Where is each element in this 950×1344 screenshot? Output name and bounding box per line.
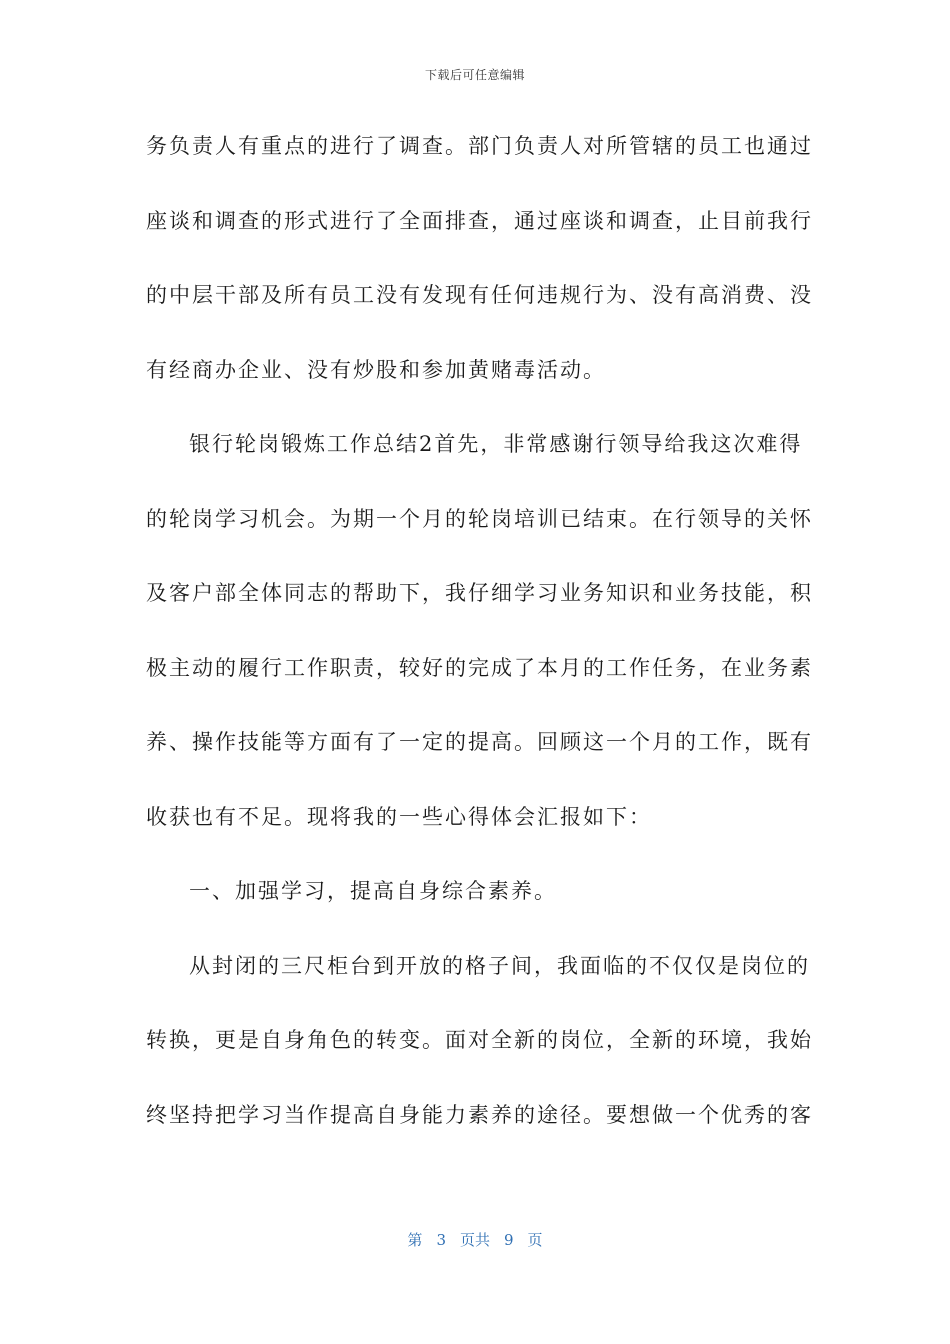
text-line: 务负责人有重点的进行了调查。部门负责人对所管辖的员工也通过: [146, 134, 813, 158]
text-line: 银行轮岗锻炼工作总结2首先，非常感谢行领导给我这次难得: [189, 432, 803, 456]
text-line: 从封闭的三尺柜台到开放的格子间，我面临的不仅仅是岗位的: [189, 953, 810, 978]
page-suffix: 页: [527, 1231, 543, 1249]
page-prefix: 第: [407, 1231, 423, 1249]
text-line: 座谈和调查的形式进行了全面排查，通过座谈和调查，止目前我行: [146, 208, 813, 233]
text-line: 及客户部全体同志的帮助下，我仔细学习业务知识和业务技能，积: [146, 581, 813, 605]
text-line: 收获也有不足。现将我的一些心得体会汇报如下：: [146, 804, 652, 829]
text-line: 极主动的履行工作职责，较好的完成了本月的工作任务，在业务素: [146, 655, 813, 680]
text-line: 终坚持把学习当作提高自身能力素养的途径。要想做一个优秀的客: [146, 1102, 813, 1127]
text-line: 转换，更是自身角色的转变。面对全新的岗位，全新的环境，我始: [146, 1028, 813, 1052]
header-note: 下载后可任意编辑: [424, 68, 525, 82]
text-line: 的中层干部及所有员工没有发现有任何违规行为、没有高消费、没: [146, 283, 813, 307]
section-heading: 一、加强学习，提高自身综合素养。: [189, 879, 557, 903]
text-line: 有经商办企业、没有炒股和参加黄赌毒活动。: [146, 357, 606, 382]
text-line: 的轮岗学习机会。为期一个月的轮岗培训已结束。在行领导的关怀: [146, 506, 813, 531]
current-page-number: 3: [436, 1231, 446, 1249]
document-body: [146, 121, 813, 1164]
text-line: 养、操作技能等方面有了一定的提高。回顾这一个月的工作，既有: [146, 730, 813, 754]
page-middle-text: 页共: [459, 1231, 490, 1249]
page-footer: [0, 1229, 950, 1250]
total-pages-number: 9: [504, 1231, 514, 1249]
